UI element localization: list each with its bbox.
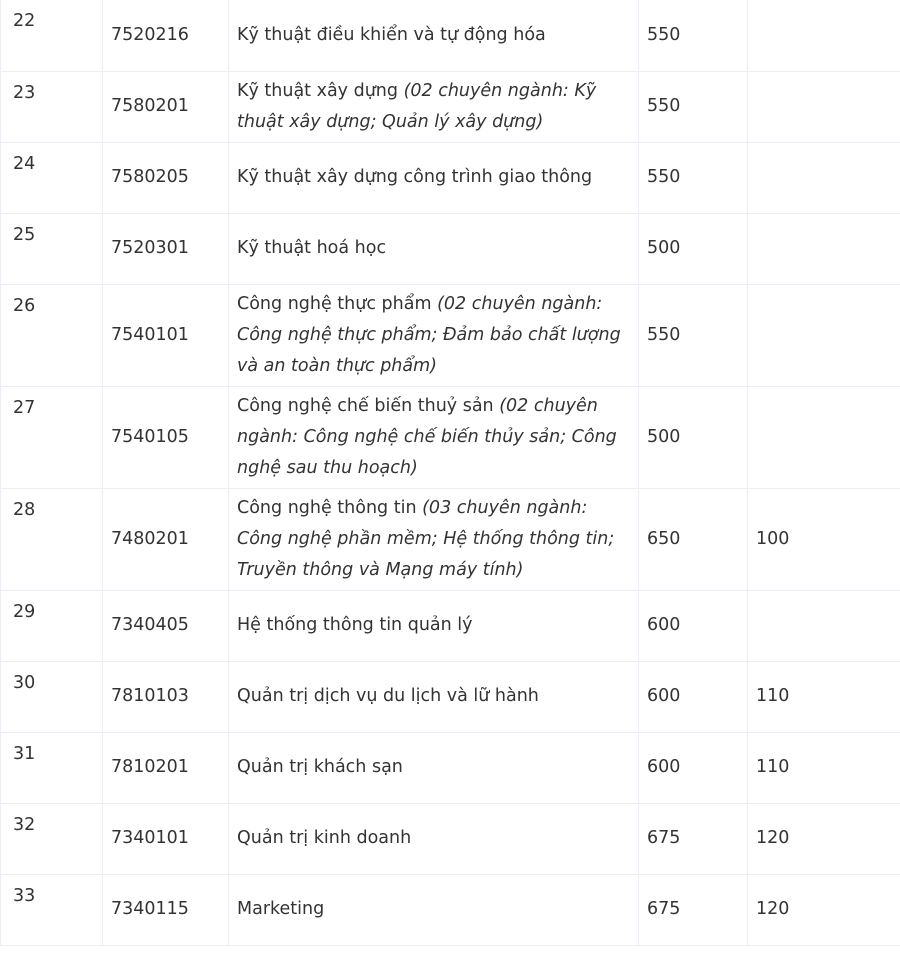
other-quota-value: 110: [748, 732, 900, 803]
major-code: 7340101: [103, 803, 229, 874]
major-title: Quản trị dịch vụ du lịch và lữ hành: [237, 686, 539, 706]
table-row: [1, 661, 900, 732]
quota-value: 550: [639, 0, 748, 71]
row-number: 29: [1, 590, 103, 661]
major-title: Marketing: [237, 899, 325, 919]
major-name: [229, 590, 639, 661]
major-title: Kỹ thuật hoá học: [237, 238, 387, 258]
other-quota-value: [748, 284, 900, 386]
other-quota-value: 110: [748, 661, 900, 732]
major-title: Công nghệ chế biến thuỷ sản: [237, 395, 500, 416]
row-number: 27: [1, 386, 103, 488]
major-title: Công nghệ thông tin: [237, 497, 423, 518]
table-row: [1, 803, 900, 874]
row-number: 25: [1, 213, 103, 284]
major-specializations: (02 chuyên ngành: Kỹ thuật xây dựng; Quản lý xây dựng): [237, 80, 597, 132]
table-row: [1, 386, 900, 488]
row-number: 33: [1, 874, 103, 945]
major-code: 7580205: [103, 142, 229, 213]
table-row: [1, 0, 900, 71]
major-name: [229, 71, 639, 142]
table-row: [1, 71, 900, 142]
quota-value: 600: [639, 590, 748, 661]
other-quota-value: 120: [748, 803, 900, 874]
table-row: [1, 874, 900, 945]
major-specializations: (03 chuyên ngành: Công nghệ phần mềm; Hệ thống thông tin; Truyền thông và Mạng máy tính): [237, 497, 615, 580]
major-code: 7810103: [103, 661, 229, 732]
major-specializations: (02 chuyên ngành: Công nghệ thực phẩm; Đảm bảo chất lượng và an toàn thực phẩm): [237, 293, 621, 376]
row-number: 30: [1, 661, 103, 732]
quota-value: 500: [639, 386, 748, 488]
other-quota-value: [748, 0, 900, 71]
row-number: 32: [1, 803, 103, 874]
major-name: [229, 213, 639, 284]
quota-value: 550: [639, 284, 748, 386]
row-number: 22: [1, 0, 103, 71]
major-code: 7340405: [103, 590, 229, 661]
row-number: 24: [1, 142, 103, 213]
row-number: 26: [1, 284, 103, 386]
major-code: 7340115: [103, 874, 229, 945]
quota-value: 675: [639, 803, 748, 874]
table-row: [1, 590, 900, 661]
major-code: 7540101: [103, 284, 229, 386]
major-title: Quản trị khách sạn: [237, 757, 403, 777]
quota-value: 600: [639, 661, 748, 732]
quota-value: 550: [639, 142, 748, 213]
major-specializations: (02 chuyên ngành: Công nghệ chế biến thủy sản; Công nghệ sau thu hoạch): [237, 395, 617, 478]
major-title: Kỹ thuật điều khiển và tự động hóa: [237, 24, 546, 45]
quota-value: 675: [639, 874, 748, 945]
other-quota-value: 100: [748, 488, 900, 590]
table-row: [1, 488, 900, 590]
quota-value: 650: [639, 488, 748, 590]
major-code: 7480201: [103, 488, 229, 590]
major-name: [229, 661, 639, 732]
row-number: 28: [1, 488, 103, 590]
major-name: [229, 488, 639, 590]
major-name: [229, 386, 639, 488]
major-title: Kỹ thuật xây dựng công trình giao thông: [237, 167, 593, 187]
major-name: [229, 732, 639, 803]
major-code: 7540105: [103, 386, 229, 488]
major-title: Kỹ thuật xây dựng: [237, 80, 404, 101]
table-row: [1, 732, 900, 803]
major-title: Công nghệ thực phẩm: [237, 293, 438, 314]
major-code: 7810201: [103, 732, 229, 803]
table-row: [1, 213, 900, 284]
other-quota-value: [748, 386, 900, 488]
major-code: 7580201: [103, 71, 229, 142]
other-quota-value: 120: [748, 874, 900, 945]
major-code: 7520301: [103, 213, 229, 284]
major-title: Quản trị kinh doanh: [237, 828, 412, 848]
quota-value: 550: [639, 71, 748, 142]
major-title: Hệ thống thông tin quản lý: [237, 615, 473, 635]
other-quota-value: [748, 213, 900, 284]
quota-value: 600: [639, 732, 748, 803]
other-quota-value: [748, 590, 900, 661]
major-code: 7520216: [103, 0, 229, 71]
quota-value: 500: [639, 213, 748, 284]
table-row: [1, 142, 900, 213]
major-name: [229, 874, 639, 945]
row-number: 23: [1, 71, 103, 142]
major-name: [229, 0, 639, 71]
row-number: 31: [1, 732, 103, 803]
major-name: [229, 803, 639, 874]
other-quota-value: [748, 71, 900, 142]
table-row: [1, 284, 900, 386]
other-quota-value: [748, 142, 900, 213]
major-name: [229, 284, 639, 386]
major-name: [229, 142, 639, 213]
